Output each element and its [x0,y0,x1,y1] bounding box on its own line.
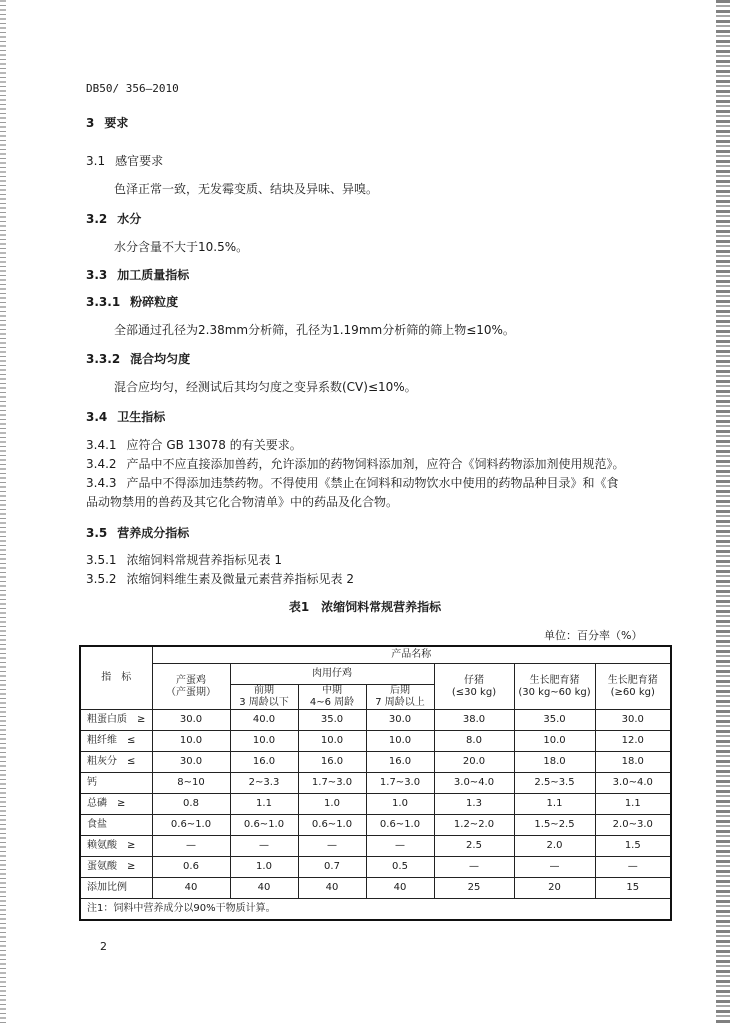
table-cell: 35.0 [298,710,366,731]
table-row [80,773,671,794]
table-cell: 25 [434,878,514,899]
table-cell: 18.0 [595,752,671,773]
row-label: 赖氨酸 ≥ [80,836,152,857]
broiler-mid-header: 中期 4~6 周龄 [298,685,366,710]
table-cell: 1.2~2.0 [434,815,514,836]
table-cell: 2~3.3 [230,773,298,794]
table-cell: 10.0 [366,731,434,752]
section-title: 感官要求 [115,154,164,168]
table-cell: 2.5~3.5 [514,773,595,794]
standard-code: DB50/ 356—2010 [86,82,179,95]
table-cell: 0.7 [298,857,366,878]
table-cell: 8~10 [152,773,230,794]
table-cell: 35.0 [514,710,595,731]
row-label: 总磷 ≥ [80,794,152,815]
row-label: 粗纤维 ≤ [80,731,152,752]
section-number: 3.1 [86,154,106,168]
piglet-header: 仔猪 (≤30 kg) [434,664,514,710]
table-cell: 20 [514,878,595,899]
table-cell: 2.0 [514,836,595,857]
section-number: 3.3.2 [86,352,121,366]
section-3-4-1 [86,436,302,453]
table-cell: 12.0 [595,731,671,752]
table-cell: 0.6 [152,857,230,878]
table-cell: 40.0 [230,710,298,731]
section-number: 3.5 [86,526,108,540]
table-row [80,794,671,815]
product-name-header: 产品名称 [152,646,671,664]
table-title: 表1 浓缩饲料常规营养指标 [288,600,442,614]
table-cell: 1.1 [514,794,595,815]
section-3-2-heading [86,210,141,227]
row-label: 粗灰分 ≤ [80,752,152,773]
section-title: 加工质量指标 [117,268,190,282]
table-cell: 1.1 [230,794,298,815]
table-cell: 10.0 [152,731,230,752]
section-number: 3.4.1 [86,438,117,452]
row-label: 添加比例 [80,878,152,899]
nutrition-table [79,645,672,921]
index-header: 指 标 [80,646,152,710]
table-cell: 16.0 [298,752,366,773]
table-cell: 0.5 [366,857,434,878]
table-row [80,857,671,878]
section-number: 3.4.3 [86,476,117,490]
table-row [80,710,671,731]
table-cell: — [514,857,595,878]
table-cell: 0.6~1.0 [366,815,434,836]
table-cell: 10.0 [514,731,595,752]
broiler-group-header: 肉用仔鸡 [230,664,434,685]
table-cell: — [434,857,514,878]
section-title: 混合均匀度 [130,352,191,366]
table-cell: 40 [152,878,230,899]
section-3-3-2-heading [86,350,190,367]
table-cell: 15 [595,878,671,899]
table-cell: 3.0~4.0 [595,773,671,794]
row-label: 粗蛋白质 ≥ [80,710,152,731]
table-cell: 40 [298,878,366,899]
section-3-2-text: 水分含量不大于10.5%。 [114,240,249,254]
section-number: 3.3 [86,268,108,282]
table-cell: 2.5 [434,836,514,857]
section-3-3-2-text: 混合应均匀，经测试后其均匀度之变异系数(CV)≤10%。 [114,380,417,394]
scan-edge-right [716,0,730,1024]
section-3-3-heading [86,266,189,283]
table-cell: 1.0 [298,794,366,815]
table-cell: 0.8 [152,794,230,815]
table-row [80,752,671,773]
table-cell: 1.3 [434,794,514,815]
section-title: 粉碎粒度 [130,295,179,309]
section-3-4-3-continued: 品动物禁用的兽药及其它化合物清单》中的药品及化合物。 [86,495,399,509]
section-3-4-3 [86,474,619,491]
row-label: 蛋氨酸 ≥ [80,857,152,878]
section-3-1-heading [86,152,163,169]
section-text: 应符合 GB 13078 的有关要求。 [126,438,302,452]
table-cell: 1.7~3.0 [298,773,366,794]
page-number: 2 [100,940,107,953]
table-cell: 0.6~1.0 [298,815,366,836]
table-cell: — [152,836,230,857]
section-3-5-heading [86,524,189,541]
table-cell: — [366,836,434,857]
table-row [80,731,671,752]
table-cell: 8.0 [434,731,514,752]
table-cell: 20.0 [434,752,514,773]
section-text: 产品中不应直接添加兽药，允许添加的药物饲料添加剂，应符合《饲料药物添加剂使用规范》。 [126,457,625,471]
section-text: 浓缩饲料常规营养指标见表 1 [126,553,282,567]
table-cell: — [595,857,671,878]
table-cell: 0.6~1.0 [230,815,298,836]
row-label: 食盐 [80,815,152,836]
section-3-4-heading [86,408,165,425]
table-cell: 10.0 [230,731,298,752]
section-number: 3.5.1 [86,553,117,567]
table-cell: 0.6~1.0 [152,815,230,836]
section-number: 3.2 [86,212,108,226]
grower2-header: 生长肥育猪 (≥60 kg) [595,664,671,710]
table-cell: 10.0 [298,731,366,752]
table-cell: 1.0 [366,794,434,815]
section-title: 水分 [117,212,142,226]
section-3-3-1-text: 全部通过孔径为2.38mm分析筛，孔径为1.19mm分析筛的筛上物≤10%。 [114,323,515,337]
table-row [80,836,671,857]
section-3-5-1 [86,551,282,568]
grower1-header: 生长肥育猪 (30 kg~60 kg) [514,664,595,710]
table-cell: 3.0~4.0 [434,773,514,794]
section-title: 营养成分指标 [117,526,190,540]
table-unit: 单位：百分率（%） [544,629,643,642]
section-3-1-text: 色泽正常一致，无发霉变质、结块及异味、异嗅。 [114,182,379,196]
section-title: 卫生指标 [117,410,166,424]
table-cell: 1.5 [595,836,671,857]
layer-header: 产蛋鸡 （产蛋期） [152,664,230,710]
broiler-early-header: 前期 3 周龄以下 [230,685,298,710]
table-cell: 30.0 [366,710,434,731]
scan-edge-left [0,0,6,1024]
section-number: 3.4 [86,410,108,424]
table-cell: 1.5~2.5 [514,815,595,836]
section-3-3-1-heading [86,293,178,310]
table-row [80,815,671,836]
section-3-4-2 [86,455,625,472]
table-note: 注1：饲料中营养成分以90%干物质计算。 [80,899,671,921]
table-cell: 38.0 [434,710,514,731]
section-number: 3 [86,116,95,130]
section-number: 3.4.2 [86,457,117,471]
table-cell: 16.0 [366,752,434,773]
table-cell: 30.0 [595,710,671,731]
table-cell: — [298,836,366,857]
section-number: 3.5.2 [86,572,117,586]
table-cell: 40 [230,878,298,899]
section-text: 浓缩饲料维生素及微量元素营养指标见表 2 [126,572,354,586]
table-cell: 30.0 [152,710,230,731]
table-cell: 30.0 [152,752,230,773]
table-cell: 1.7~3.0 [366,773,434,794]
section-3-heading [86,114,128,131]
section-3-5-2 [86,570,354,587]
section-number: 3.3.1 [86,295,121,309]
table-row [80,878,671,899]
table-cell: — [230,836,298,857]
row-label: 钙 [80,773,152,794]
table-cell: 40 [366,878,434,899]
broiler-late-header: 后期 7 周龄以上 [366,685,434,710]
table-cell: 18.0 [514,752,595,773]
section-title: 要求 [104,116,129,130]
table-cell: 1.1 [595,794,671,815]
section-text: 产品中不得添加违禁药物。不得使用《禁止在饲料和动物饮水中使用的药物品种目录》和《食 [126,476,619,490]
table-cell: 1.0 [230,857,298,878]
table-cell: 2.0~3.0 [595,815,671,836]
table-cell: 16.0 [230,752,298,773]
